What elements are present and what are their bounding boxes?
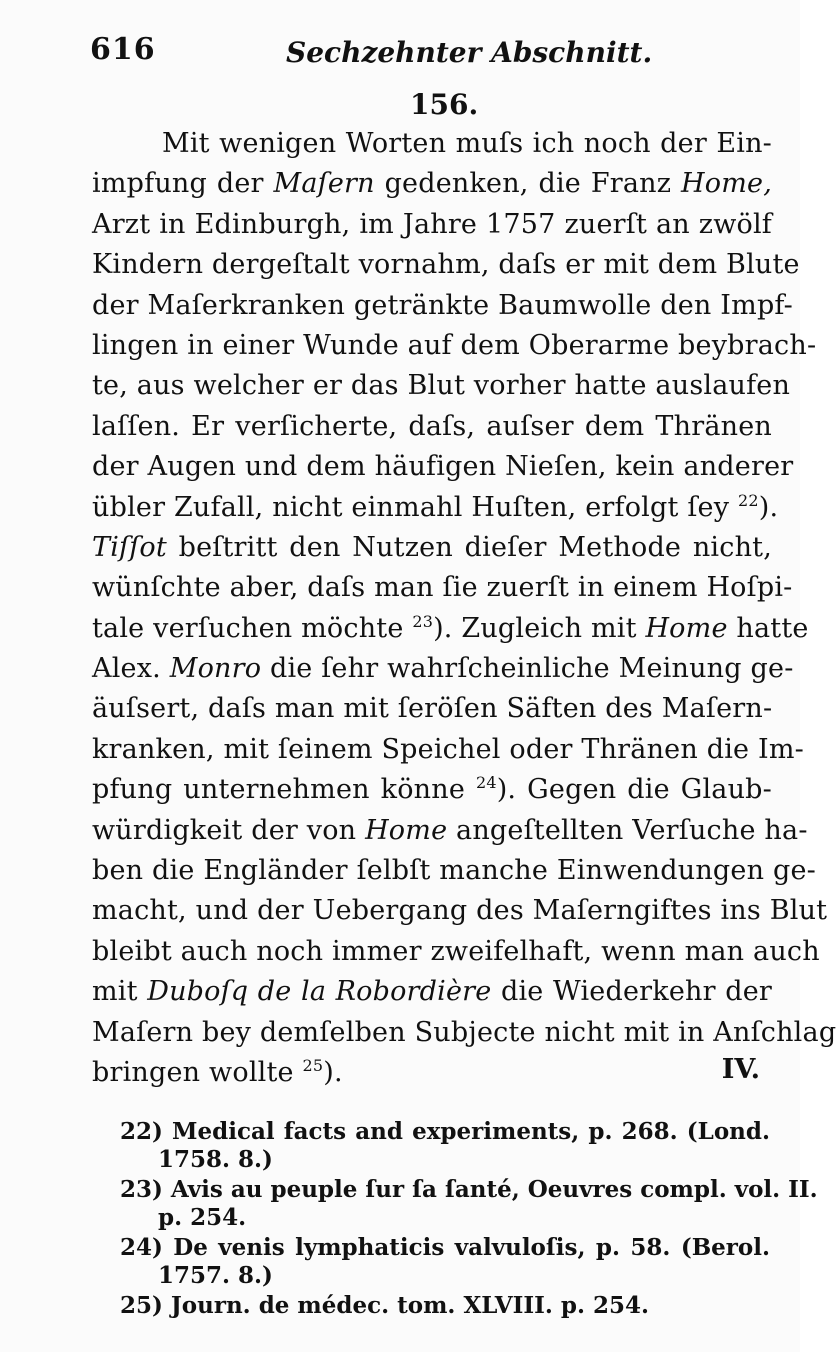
body-paragraph <box>92 124 836 1093</box>
text-line: te, aus welcher er das Blut vorher hatte auslaufen <box>92 370 791 402</box>
text-line <box>92 770 772 810</box>
footnote-22 <box>120 1118 770 1174</box>
text-run: die Wiederkehr der <box>491 976 772 1008</box>
text-run: bringen wollte <box>92 1056 303 1088</box>
emphasis-dubosq: Duboſq de la Robordière <box>147 976 492 1008</box>
text-run: Alex. <box>92 653 170 685</box>
footnote-24 <box>120 1234 770 1290</box>
emphasis-tissot: Tiſſot <box>92 531 167 563</box>
text-line <box>92 609 809 649</box>
text-run: ). Gegen die Glaub- <box>496 774 772 806</box>
text-run: tale verſuchen möchte <box>92 612 413 644</box>
footnote-line: 25) Journ. de médec. tom. XLVIII. p. 254. <box>120 1292 649 1319</box>
emphasis-home: Home <box>365 814 448 846</box>
text-line: Maſern bey demſelben Subjecte nicht mit in Anſchlag <box>92 1016 836 1048</box>
text-line: lingen in einer Wunde auf dem Oberarme beybrach- <box>92 329 817 361</box>
footnote-23 <box>120 1176 818 1232</box>
text-line: der Maſerkranken getränkte Baumwolle den Impf- <box>92 289 793 321</box>
footnotes <box>120 1118 818 1322</box>
running-head: Sechzehnter Abschnitt. <box>286 36 653 69</box>
footnote-line: 1758. 8.) <box>158 1146 273 1173</box>
text-line: äuſsert, daſs man mit ſeröſen Säften des Maſern- <box>92 693 773 725</box>
text-run: hatte <box>727 612 809 644</box>
text-run: ). <box>323 1056 343 1088</box>
text-run: beſtritt den Nutzen dieſer Methode nicht, <box>166 531 772 563</box>
text-line: macht, und der Uebergang des Maſerngiftes ins Blut <box>92 895 828 927</box>
footnote-line: 23) Avis au peuple ſur ſa ſanté, Oeuvres compl. vol. II. <box>120 1176 818 1203</box>
footnote-ref-22: 22 <box>737 490 759 510</box>
footnote-25 <box>120 1292 770 1320</box>
text-line: ben die Engländer ſelbſt manche Einwendungen ge- <box>92 855 816 887</box>
footnote-line: 1757. 8.) <box>158 1262 273 1289</box>
text-line: der Augen und dem häufigen Nieſen, kein anderer <box>92 451 794 483</box>
text-run: ). <box>758 491 779 523</box>
text-line <box>92 528 772 568</box>
page-header <box>90 32 770 76</box>
text-line <box>92 1053 772 1093</box>
text-line: Mit wenigen Worten muſs ich noch der Ein- <box>162 128 772 159</box>
footnote-ref-25: 25 <box>302 1055 324 1075</box>
text-run: angeſtellten Verſuche ha- <box>447 814 808 846</box>
footnote-line: p. 254. <box>158 1204 247 1231</box>
emphasis-masern: Maſern <box>273 168 375 200</box>
text-line: Kindern dergeſtalt vornahm, daſs er mit dem Blute <box>92 249 800 281</box>
emphasis-home: Home, <box>681 168 772 200</box>
text-line: laſſen. Er verſicherte, daſs, auſser dem Thränen <box>92 410 772 442</box>
text-line: wünſchte aber, daſs man ſie zuerſt in einem Hoſpi- <box>92 572 793 604</box>
text-run: mit <box>92 976 148 1008</box>
text-line: bleibt auch noch immer zweifelhaft, wenn man auch <box>92 935 820 967</box>
text-line <box>92 972 772 1012</box>
text-run: würdigkeit der von <box>92 814 366 846</box>
footnote-ref-23: 23 <box>412 611 434 631</box>
text-line <box>92 811 808 851</box>
text-line: Arzt in Edinburgh, im Jahre 1757 zuerſt an zwölf <box>92 208 772 240</box>
footnote-line: 22) Medical facts and experiments, p. 268. (Lond. <box>120 1118 770 1145</box>
text-run: pfung unternehmen könne <box>92 774 476 806</box>
emphasis-monro: Monro <box>169 653 262 685</box>
footnote-ref-24: 24 <box>475 773 497 793</box>
emphasis-home: Home <box>645 612 728 644</box>
page-number: 616 <box>90 32 156 67</box>
text-run: impfung der <box>92 168 274 200</box>
text-run: die ſehr wahrſcheinliche Meinung ge- <box>261 653 794 685</box>
section-number: 156. <box>410 88 479 121</box>
text-run: übler Zufall, nicht einmahl Huſten, erfolgt ſey <box>92 491 730 523</box>
text-line <box>92 488 779 528</box>
text-run: gedenken, die Franz <box>374 168 682 200</box>
text-line <box>92 164 772 204</box>
text-line: kranken, mit ſeinem Speichel oder Thränen die Im- <box>92 733 804 765</box>
catchword: IV. <box>721 1054 760 1085</box>
footnote-line: 24) De venis lymphaticis valvuloſis, p. 58. (Berol. <box>120 1234 770 1261</box>
text-line <box>92 649 794 689</box>
text-run: ). Zugleich mit <box>433 612 646 644</box>
